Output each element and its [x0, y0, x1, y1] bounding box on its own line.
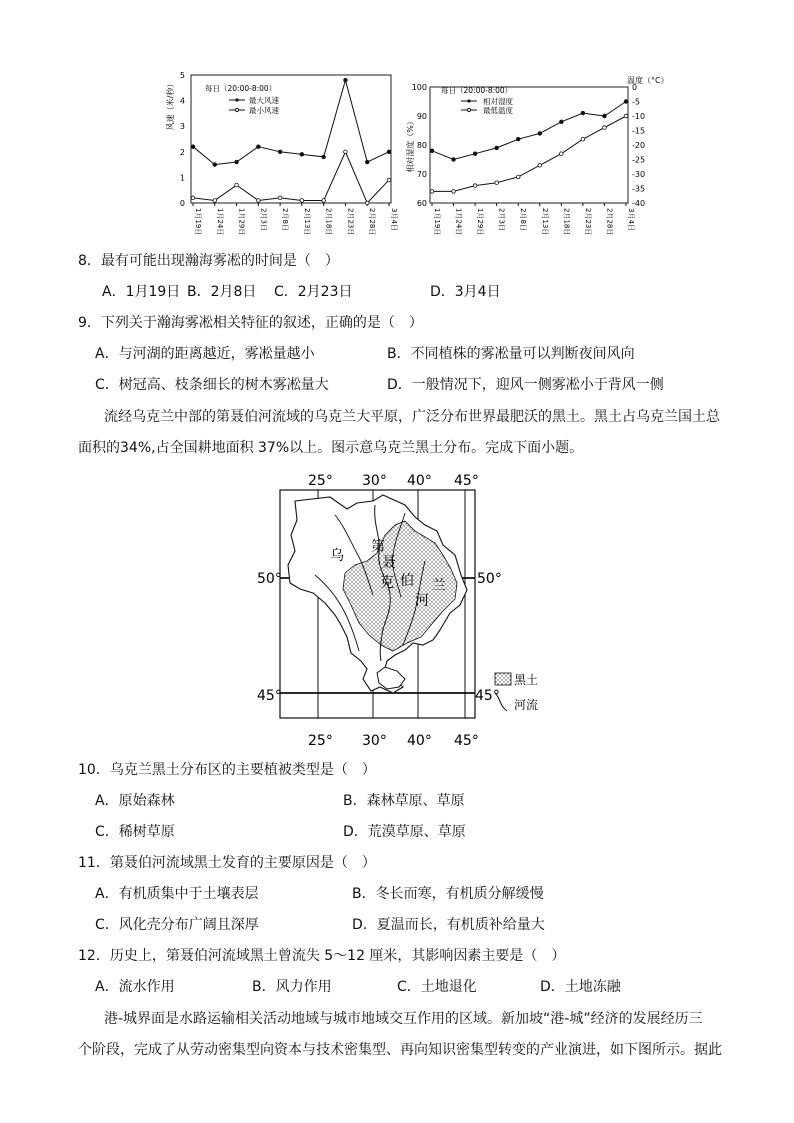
x-tick-label: 2月28日 [368, 208, 377, 236]
q8-option-b[interactable]: B．2月8日 [187, 284, 257, 300]
label-wu: 乌 [330, 548, 344, 564]
y2-tick-label: -15 [632, 126, 646, 136]
y-tick-label: 1 [179, 173, 185, 183]
legend-soil-swatch [495, 673, 511, 685]
max-wind-point-5 [300, 153, 304, 157]
min-temperature-point-7 [581, 137, 585, 141]
lon-bottom-45: 45° [454, 733, 479, 749]
lat-50-left: 50° [257, 571, 282, 587]
min-temperature-point-9 [624, 114, 628, 118]
humidity-temperature-chart [405, 65, 669, 240]
x-tick-label: 2月8日 [281, 208, 290, 231]
lon-bottom-40: 40° [407, 733, 432, 749]
y2-tick-label: 0 [632, 83, 638, 92]
min-wind-point-7 [344, 150, 348, 154]
lat-45-left: 45° [257, 688, 282, 704]
q11-option-d[interactable]: D．夏温而长，有机质补给量大 [352, 917, 545, 933]
label-di: 第 [371, 539, 385, 555]
max-wind-point-3 [257, 145, 261, 149]
ukraine-black-soil-map [255, 465, 539, 760]
q10-stem: 10．乌克兰黑土分布区的主要植被类型是（ ） [78, 762, 376, 778]
wind-legend-title: 每日（20:00-8:00） [205, 84, 277, 93]
relative-humidity-point-5 [538, 132, 542, 136]
q11-option-b[interactable]: B．冬长而寒，有机质分解缓慢 [352, 886, 544, 902]
min-wind-point-9 [387, 178, 391, 182]
max-wind-point-0 [191, 145, 195, 149]
x-tick-label: 2月8日 [519, 208, 528, 231]
passage2-line1: 流经乌克兰中部的第聂伯河流域的乌克兰大平原，广泛分布世界最肥沃的黑土。黑土占乌克兰国土总 [104, 409, 720, 425]
temperature-ylabel: 温度（°C） [627, 76, 669, 85]
y2-tick-label: -25 [632, 155, 646, 165]
x-tick-label: 1月29日 [476, 208, 485, 236]
passage3-line1: 港-城界面是水路运输相关活动地域与城市地域交互作用的区域。新加坡“港-城”经济的发展经历三 [104, 1011, 703, 1027]
x-tick-label: 2月18日 [562, 208, 571, 236]
max-wind-point-8 [365, 160, 369, 164]
y-tick-label: 100 [411, 83, 427, 92]
min-temperature-point-8 [603, 126, 607, 130]
label-he: 河 [415, 593, 429, 609]
q12-stem: 12．历史上，第聂伯河流域黑土曾流失 5～12 厘米，其影响因素主要是（ ） [78, 948, 566, 964]
x-tick-label: 2月28日 [605, 208, 614, 236]
max-wind-point-1 [213, 163, 217, 167]
q9-option-b[interactable]: B．不同植株的雾凇量可以判断夜间风向 [387, 346, 635, 362]
q8-option-a[interactable]: A．1月19日 [102, 284, 181, 300]
min-temperature-point-4 [516, 175, 520, 179]
min-temperature-point-5 [538, 164, 542, 168]
max-wind-point-4 [278, 150, 282, 154]
relative-humidity-point-2 [473, 152, 477, 156]
lon-bottom-30: 30° [362, 733, 387, 749]
legend-soil-label: 黑土 [514, 673, 539, 687]
relative-humidity-point-8 [603, 114, 607, 118]
humidity-legend-title: 每日（20:00-8:00） [441, 86, 513, 95]
min-wind-point-4 [278, 196, 282, 200]
label-lan: 兰 [432, 578, 446, 594]
lon-top-40: 40° [407, 473, 432, 489]
q12-option-c[interactable]: C．土地退化 [397, 979, 477, 995]
x-tick-label: 2月23日 [346, 208, 355, 236]
q9-option-a[interactable]: A．与河湖的距离越近，雾凇量越小 [95, 346, 315, 362]
label-ke: 克 [380, 575, 394, 591]
y2-tick-label: -40 [632, 199, 646, 208]
y-tick-label: 80 [416, 141, 427, 150]
passage3-line2: 个阶段，完成了从劳动密集型向资本与技术密集型、再向知识密集型转变的产业演进，如下图所示。据此 [78, 1042, 722, 1058]
lon-top-25: 25° [308, 473, 333, 489]
lon-top-30: 30° [362, 473, 387, 489]
relative-humidity-point-3 [495, 146, 499, 150]
q10-option-a[interactable]: A．原始森林 [95, 793, 175, 809]
min-wind-point-8 [365, 201, 369, 205]
y-tick-label: 70 [416, 170, 427, 179]
y-tick-label: 2 [179, 147, 185, 157]
q10-option-d[interactable]: D．荒漠草原、草原 [343, 824, 466, 840]
y-tick-label: 5 [179, 71, 185, 80]
max-wind-point-7 [344, 78, 348, 82]
x-tick-label: 1月24日 [215, 208, 224, 236]
x-tick-label: 2月3日 [259, 208, 268, 231]
lon-bottom-25: 25° [308, 733, 333, 749]
x-tick-label: 3月4日 [627, 208, 635, 231]
x-tick-label: 1月24日 [454, 208, 463, 236]
relative-humidity-point-6 [560, 120, 564, 124]
max-wind-point-9 [387, 150, 391, 154]
humidity-legend-rh: 相对湿度 [483, 97, 513, 106]
y2-tick-label: -5 [632, 97, 640, 107]
relative-humidity-point-4 [516, 137, 520, 141]
q12-option-b[interactable]: B．风力作用 [252, 979, 332, 995]
q12-option-a[interactable]: A．流水作用 [95, 979, 175, 995]
min-wind-point-6 [322, 199, 326, 203]
y-tick-label: 0 [179, 199, 185, 208]
min-wind-point-5 [300, 199, 304, 203]
lon-top-45: 45° [454, 473, 479, 489]
label-nie: 聂 [382, 555, 396, 571]
min-temperature-point-1 [452, 190, 456, 194]
min-wind-point-2 [235, 183, 239, 187]
x-tick-label: 2月18日 [324, 208, 333, 236]
wind-legend-max: 最大风速 [249, 96, 279, 105]
y-tick-label: 4 [179, 96, 185, 106]
min-temperature-point-3 [495, 181, 499, 185]
y2-tick-label: -30 [632, 170, 646, 179]
humidity-ylabel: 相对湿度（%） [406, 117, 415, 173]
min-temperature-point-0 [430, 190, 434, 194]
q12-option-d[interactable]: D．土地冻融 [540, 979, 621, 995]
q10-option-c[interactable]: C．稀树草原 [95, 824, 175, 840]
q10-option-b[interactable]: B．森林草原、草原 [343, 793, 465, 809]
humidity-legend-temp: 最低温度 [483, 106, 513, 115]
min-wind-series [193, 152, 389, 203]
x-tick-label: 3月4日 [390, 208, 398, 231]
min-wind-point-0 [191, 196, 195, 200]
y2-tick-label: -10 [632, 112, 646, 121]
q8-stem: 8．最有可能出现瀚海雾凇的时间是（ ） [78, 253, 339, 269]
max-wind-point-6 [322, 155, 326, 159]
x-tick-label: 2月13日 [540, 208, 549, 236]
label-bo: 伯 [400, 573, 414, 589]
min-temperature-series [432, 116, 626, 191]
legend-river-label: 河流 [514, 698, 539, 712]
max-wind-point-2 [235, 160, 239, 164]
x-tick-label: 1月19日 [433, 208, 441, 236]
y2-tick-label: -35 [632, 184, 646, 194]
q9-stem: 9．下列关于瀚海雾凇相关特征的叙述，正确的是（ ） [78, 315, 423, 331]
wind-chart-ylabel: 风速（米/秒） [166, 79, 175, 131]
wind-speed-chart [165, 65, 405, 240]
relative-humidity-point-9 [624, 100, 628, 104]
min-wind-point-3 [257, 199, 261, 203]
y-tick-label: 90 [416, 112, 427, 121]
x-tick-label: 1月19日 [194, 208, 202, 236]
y2-tick-label: -20 [632, 141, 646, 150]
min-temperature-point-6 [560, 152, 564, 156]
y-tick-label: 3 [179, 122, 185, 132]
lat-50-right: 50° [477, 571, 502, 587]
lat-45-right: 45° [475, 688, 500, 704]
q11-option-a[interactable]: A．有机质集中于土壤表层 [95, 886, 259, 902]
relative-humidity-point-0 [430, 149, 434, 153]
q9-option-c[interactable]: C．树冠高、枝条细长的树木雾凇量大 [95, 377, 329, 393]
min-temperature-point-2 [473, 184, 477, 188]
q11-option-c[interactable]: C．风化壳分布广阔且深厚 [95, 917, 259, 933]
wind-legend-min: 最小风速 [249, 106, 279, 115]
q8-option-d[interactable]: D．3月4日 [430, 284, 501, 300]
x-tick-label: 2月23日 [583, 208, 592, 236]
passage2-line2: 面积的34%,占全国耕地面积 37%以上。图示意乌克兰黑土分布。完成下面小题。 [78, 440, 584, 456]
x-tick-label: 2月13日 [302, 208, 311, 236]
q11-stem: 11．第聂伯河流域黑土发育的主要原因是（ ） [78, 855, 376, 871]
q9-option-d[interactable]: D．一般情况下，迎风一侧雾凇小于背风一侧 [387, 377, 664, 393]
x-tick-label: 1月29日 [237, 208, 246, 236]
relative-humidity-point-1 [452, 158, 456, 162]
min-wind-point-1 [213, 199, 217, 203]
x-tick-label: 2月3日 [497, 208, 506, 231]
q8-option-c[interactable]: C．2月23日 [274, 284, 353, 300]
relative-humidity-point-7 [581, 111, 585, 115]
y-tick-label: 60 [416, 199, 427, 208]
